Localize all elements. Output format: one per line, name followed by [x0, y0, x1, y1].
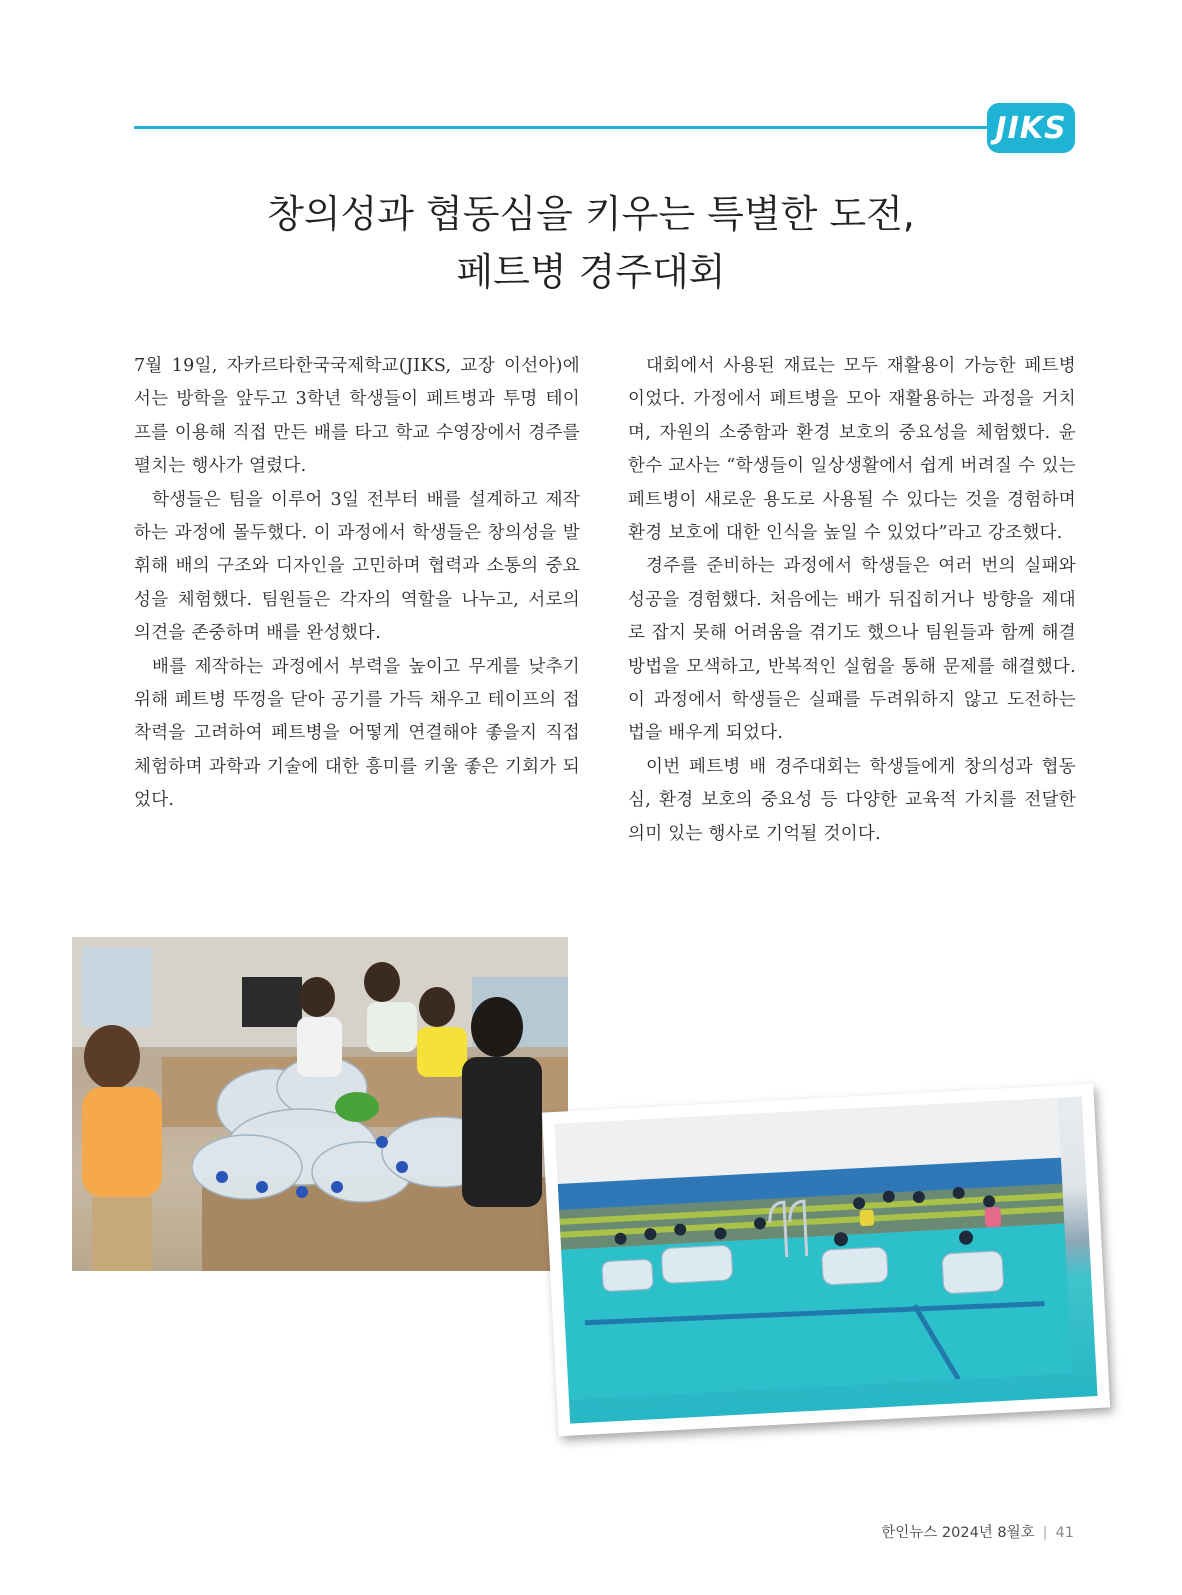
title-line-1: 창의성과 협동심을 키우는 특별한 도전,	[267, 192, 915, 236]
header-rule	[134, 126, 994, 129]
photo-classroom-building	[72, 937, 568, 1271]
paragraph: 학생들은 팀을 이루어 3일 전부터 배를 설계하고 제작하는 과정에 몰두했다. 이 과정에서 학생들은 창의성을 발휘해 배의 구조와 디자인을 고민하며 협력과 소통의 중요성을 체험했다. 팀원들은 각자의 역할을 나누고, 서로의 의견을 존중하며 배를 완성했다.	[134, 489, 580, 644]
right-column	[628, 350, 1076, 851]
paragraph: 경주를 준비하는 과정에서 학생들은 여러 번의 실패와 성공을 경험했다. 처음에는 배가 뒤집히거나 방향을 제대로 잡지 못해 어려움을 겪기도 했으나 팀원들과 함께 해결 방법을 모색하고, 반복적인 실험을 통해 문제를 해결했다. 이 과정에서 학생들은 실패를 두려워하지 않고 도전하는 법을 배우게 되었다.	[628, 556, 1076, 744]
pool-photo-inner	[555, 1096, 1098, 1423]
publication-name: 한인뉴스 2024년 8월호	[881, 1525, 1035, 1541]
page-footer	[881, 1521, 1074, 1542]
title-line-2: 페트병 경주대회	[456, 250, 726, 294]
classroom-illustration	[72, 937, 568, 1271]
page-number: 41	[1055, 1525, 1074, 1541]
left-column	[134, 350, 580, 818]
paragraph: 배를 제작하는 과정에서 부력을 높이고 무게를 낮추기 위해 페트병 뚜껑을 닫아 공기를 가득 채우고 테이프의 접착력을 고려하여 페트병을 어떻게 연결해야 좋을지 직접 체험하며 과학과 기술에 대한 흥미를 키울 좋은 기회가 되었다.	[134, 656, 580, 811]
jiks-badge: JIKS	[987, 103, 1075, 153]
paragraph: 7월 19일, 자카르타한국국제학교(JIKS, 교장 이선아)에서는 방학을 앞두고 3학년 학생들이 페트병과 투명 테이프를 이용해 직접 만든 배를 타고 학교 수영장에서 경주를 펼치는 행사가 열렸다.	[134, 356, 580, 477]
photo-pool-race	[542, 1084, 1110, 1436]
paragraph: 대회에서 사용된 재료는 모두 재활용이 가능한 페트병이었다. 가정에서 페트병을 모아 재활용하는 과정을 거치며, 자원의 소중함과 환경 보호의 중요성을 체험했다. 윤한수 교사는 “학생들이 일상생활에서 쉽게 버려질 수 있는 페트병이 새로운 용도로 사용될 수 있다는 것을 경험하며 환경 보호에 대한 인식을 높일 수 있었다”라고 강조했다.	[628, 356, 1076, 544]
paragraph: 이번 페트병 배 경주대회는 학생들에게 창의성과 협동심, 환경 보호의 중요성 등 다양한 교육적 가치를 전달한 의미 있는 행사로 기억될 것이다.	[628, 756, 1076, 844]
article-title	[0, 185, 1182, 301]
pool-illustration	[555, 1098, 1073, 1400]
footer-separator: |	[1042, 1525, 1048, 1541]
